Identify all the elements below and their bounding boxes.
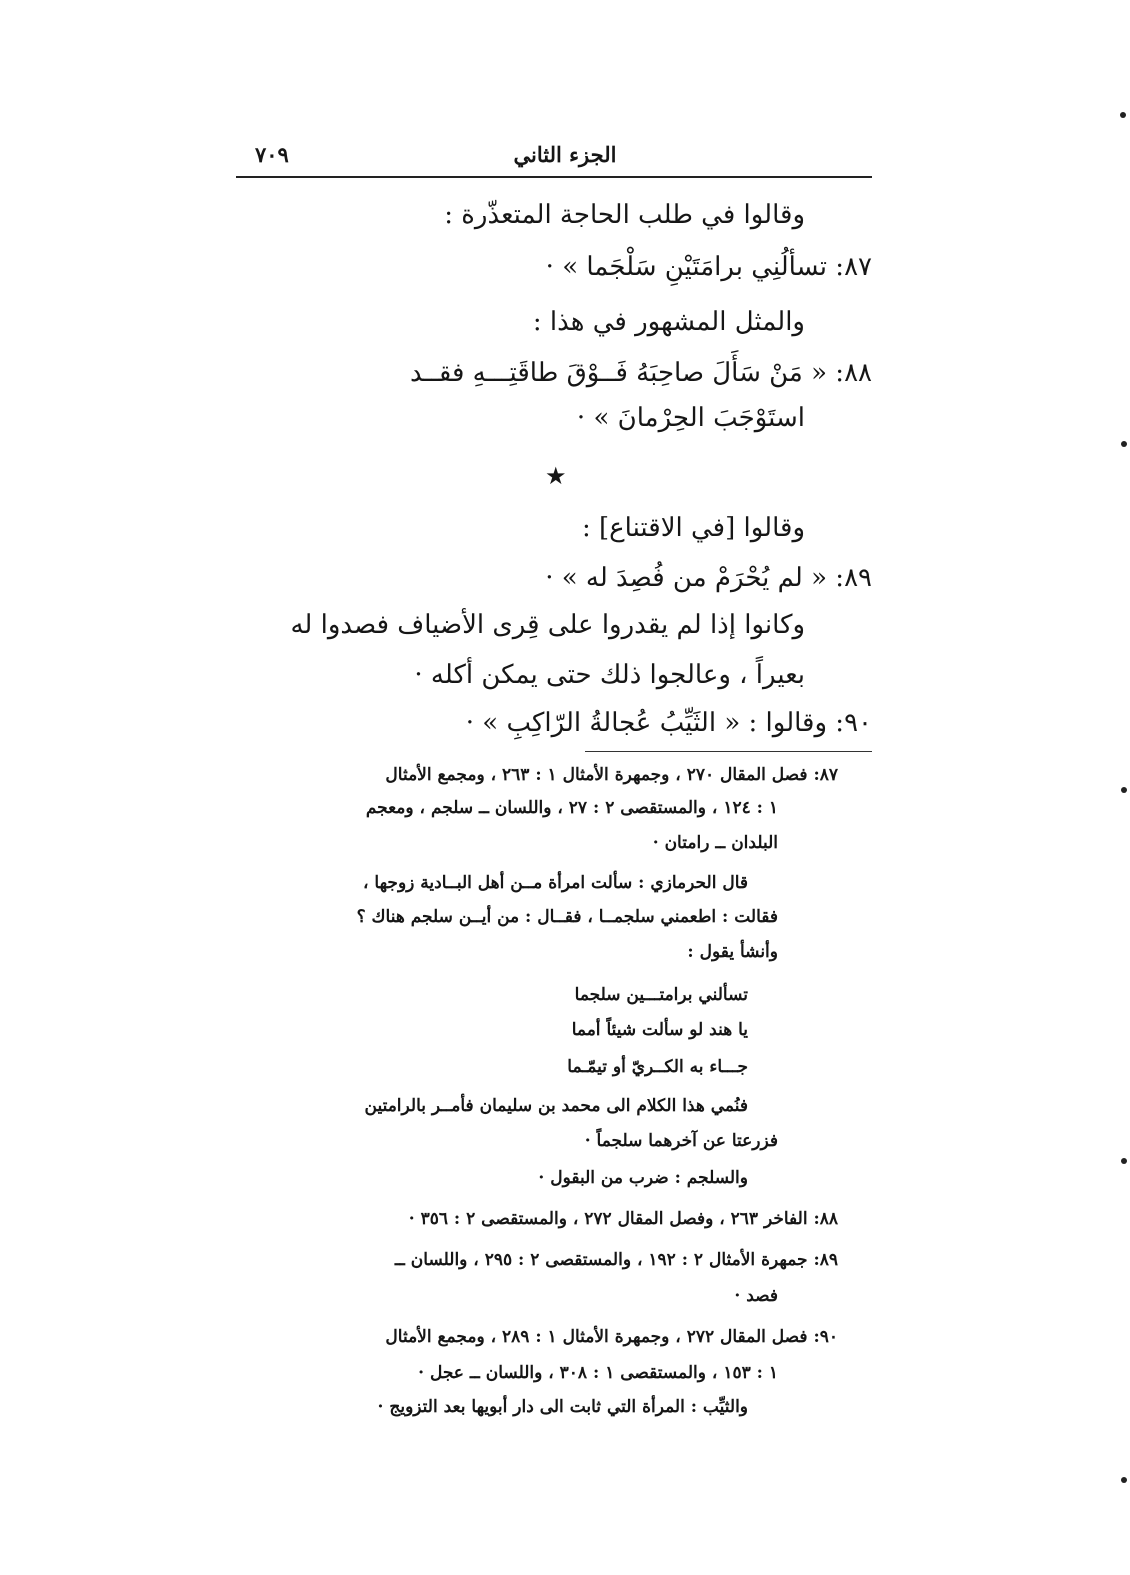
- scan-speck: [1120, 112, 1126, 118]
- footnote-90-line-3: والثيِّب : المرأة التي ثابت الى دار أبويها بعد التزويج ·: [377, 1397, 748, 1417]
- explanation-89-line-2: بعيراً ، وعالجوا ذلك حتى يمكن أكله ·: [414, 660, 805, 690]
- scan-speck: [1121, 441, 1127, 447]
- intro-line-88: والمثل المشهور في هذا :: [532, 307, 805, 337]
- footnote-90-line-1: ٩٠: فصل المقال ٢٧٢ ، وجمهرة الأمثال ١ : ٢٨٩ ، ومجمع الأمثال: [385, 1327, 838, 1347]
- explanation-89-line-1: وكانوا إذا لم يقدروا على قِرى الأضياف فصدوا له: [290, 610, 805, 640]
- footnote-89-line-2: فصد ·: [734, 1286, 778, 1306]
- section-star-icon: ★: [545, 462, 567, 490]
- scan-speck: [1121, 787, 1127, 793]
- proverb-87: ٨٧: تسألُنِي برامَتَيْنِ سَلْجَما » ·: [545, 252, 872, 282]
- proverb-90: ٩٠: وقالوا : « الثَيِّبُ عُجالةُ الرّاكِبِ » ·: [465, 708, 872, 738]
- footnote-90-line-2: ١ : ١٥٣ ، والمستقصى ١ : ٣٠٨ ، واللسان ــ عجل ·: [418, 1363, 778, 1383]
- footnote-separator: [585, 751, 872, 752]
- header-rule: [236, 176, 872, 178]
- footnote-88: ٨٨: الفاخر ٢٦٣ ، وفصل المقال ٢٧٢ ، والمستقصى ٢ : ٣٥٦ ·: [408, 1209, 838, 1229]
- proverb-88-line-1: ٨٨: « مَنْ سَأَلَ صاحِبَهُ فَــوْقَ طاقَتِـــهِ فقــد: [409, 358, 872, 388]
- footnote-87-line-1: ٨٧: فصل المقال ٢٧٠ ، وجمهرة الأمثال ١ : ٢٦٣ ، ومجمع الأمثال: [385, 765, 838, 785]
- running-header-title: الجزء الثاني: [513, 142, 617, 167]
- page-number: ٧٠٩: [255, 142, 289, 167]
- intro-line-87: وقالوا في طلب الحاجة المتعذّرة :: [444, 200, 805, 230]
- poem-line-1: تسألني برامتـــين سلجما: [574, 985, 748, 1005]
- footnote-87-line-9: والسلجم : ضرب من البقول ·: [538, 1168, 748, 1188]
- footnote-87-line-2: ١ : ١٢٤ ، والمستقصى ٢ : ٢٧ ، واللسان ــ سلجم ، ومعجم: [365, 798, 778, 818]
- scan-speck: [1121, 1477, 1127, 1483]
- footnote-87-line-7: فنُمي هذا الكلام الى محمد بن سليمان فأمــر بالرامتين: [364, 1096, 748, 1116]
- footnote-87-line-4: قال الحرمازي : سألت امرأة مــن أهل البــادية زوجها ،: [363, 873, 748, 893]
- footnote-89-line-1: ٨٩: جمهرة الأمثال ٢ : ١٩٢ ، والمستقصى ٢ : ٢٩٥ ، واللسان ــ: [394, 1250, 838, 1270]
- poem-line-2: يا هند لو سألت شيئاً أمما: [571, 1020, 748, 1040]
- footnote-87-line-6: وأنشأ يقول :: [687, 942, 778, 962]
- poem-line-3: جـــاء به الكــريّ أو تيمّـما: [567, 1057, 748, 1077]
- footnote-87-line-5: فقالت : اطعمني سلجمــا ، فقــال : من أيــن سلجم هناك ؟: [356, 907, 778, 927]
- scan-speck: [1121, 1158, 1127, 1164]
- footnote-87-line-3: البلدان ــ رامتان ·: [652, 833, 778, 853]
- proverb-88-line-2: استَوْجَبَ الحِرْمانَ » ·: [576, 403, 805, 433]
- proverb-89: ٨٩: « لم يُحْرَمْ من فُصِدَ له » ·: [545, 563, 872, 593]
- footnote-87-line-8: فزرعتا عن آخرهما سلجماً ·: [584, 1131, 778, 1151]
- intro-line-89: وقالوا [في الاقتناع] :: [581, 513, 805, 543]
